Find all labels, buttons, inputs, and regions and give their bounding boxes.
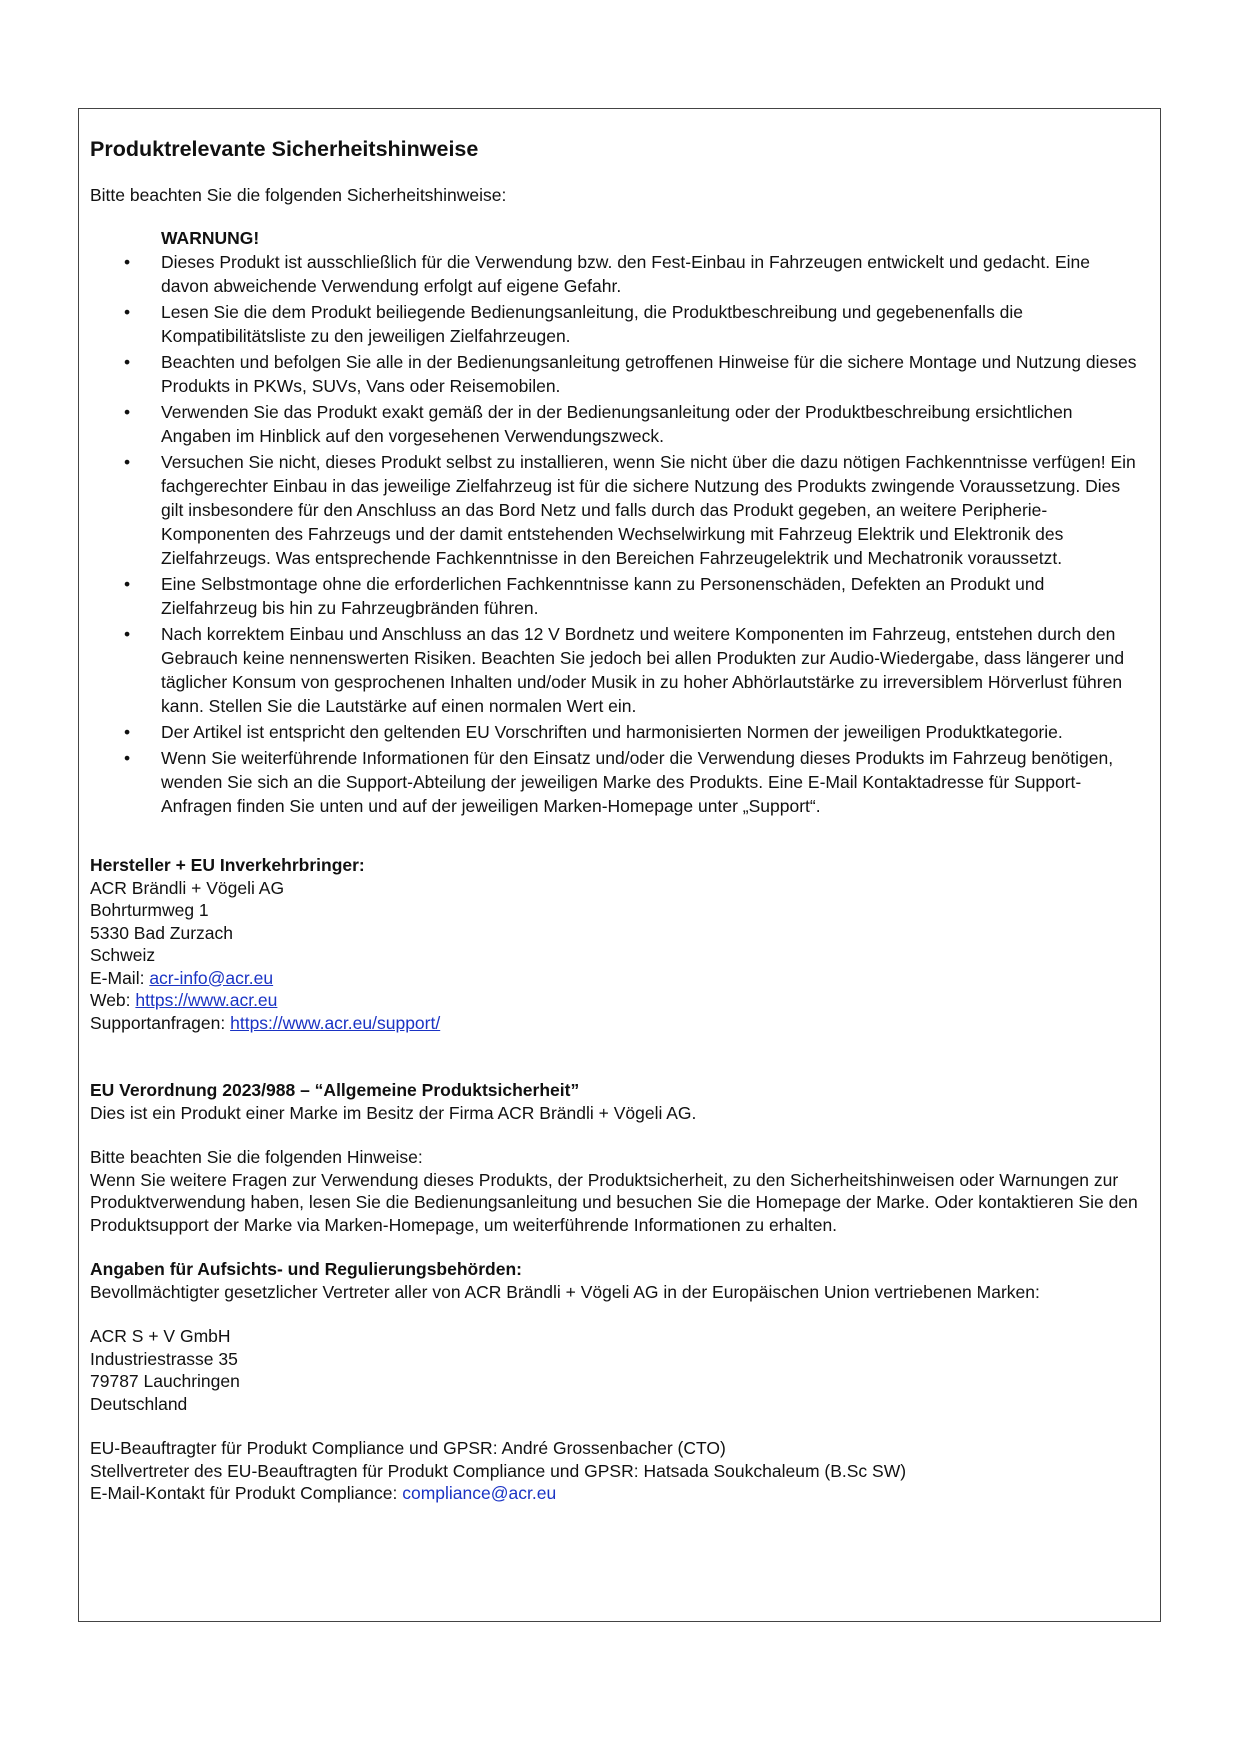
list-item: • Wenn Sie weiterführende Informationen für den Einsatz und/oder die Verwendung dieses Produkts im Fahrzeug benötigen, wenden Sie sich an die Support-Abteilung der jeweiligen Marke des Produkts. Eine E-Mail Kontaktadresse für Support-Anfragen finden Sie unten und auf der jeweiligen Marken-Homepage unter „Support“. [124,748,1114,816]
compliance-officer: EU-Beauftragter für Produkt Compliance und GPSR: André Grossenbacher (CTO) [90,1438,726,1458]
manufacturer-heading: Hersteller + EU Inverkehrbringer: [90,855,365,875]
representative-city: 79787 Lauchringen [90,1371,240,1391]
intro-text: Bitte beachten Sie die folgenden Sicherheitshinweise: [90,185,507,205]
manufacturer-city: 5330 Bad Zurzach [90,922,234,943]
bullet-icon: • [124,252,131,272]
manufacturer-block [90,854,1140,1034]
representative-street: Industriestrasse 35 [90,1348,238,1369]
regulation-heading: EU Verordnung 2023/988 – “Allgemeine Produktsicherheit” [90,1080,580,1100]
list-item: • Der Artikel ist entspricht den geltenden EU Vorschriften und harmonisierten Normen der jeweiligen Produktkategorie. [124,722,1063,742]
authorities-heading: Angaben für Aufsichts- und Regulierungsbehörden: [90,1259,522,1279]
manufacturer-support-link[interactable]: https://www.acr.eu/support/ [230,1012,441,1033]
bullet-icon: • [124,352,131,372]
list-item: • Eine Selbstmontage ohne die erforderlichen Fachkenntnisse kann zu Personenschäden, Defekten an Produkt und Zielfahrzeug bis hin zu Fahrzeugbränden führen. [124,574,1045,618]
warning-label: WARNUNG! [161,228,260,248]
safety-list [90,250,1140,818]
list-item: • Dieses Produkt ist ausschließlich für die Verwendung bzw. den Fest-Einbau in Fahrzeugen entwickelt und gedacht. Eine davon abweichende Verwendung erfolgt auf eigene Gefahr. [124,252,1090,296]
regulation-text: Dies ist ein Produkt einer Marke im Besitz der Firma ACR Brändli + Vögeli AG. [90,1102,697,1123]
bullet-icon: • [124,402,131,422]
compliance-email-row: E-Mail-Kontakt für Produkt Compliance: compliance@acr.eu [90,1483,557,1503]
regulation-block [90,1079,1140,1236]
regulation-notes-text: Wenn Sie weitere Fragen zur Verwendung dieses Produkts, der Produktsicherheit, zu den Sicherheitshinweisen oder Warnungen zur Produktverwendung haben, lesen Sie die Bedienungsanleitung und besuchen Sie die Homepage der Marke. Oder kontaktieren Sie den Produktsupport der Marke via Marken-Homepage, um weiterführende Informationen zu erhalten. [90,1169,1138,1235]
representative-company: ACR S + V GmbH [90,1326,231,1346]
regulation-notes-heading: Bitte beachten Sie die folgenden Hinweise: [90,1147,423,1167]
manufacturer-street: Bohrturmweg 1 [90,900,209,920]
manufacturer-web-link[interactable]: https://www.acr.eu [135,990,278,1010]
document-content [90,130,1140,1505]
compliance-email-link[interactable]: compliance@acr.eu [402,1483,557,1503]
manufacturer-support-row: Supportanfragen: https://www.acr.eu/support/ [90,1012,441,1033]
bullet-icon: • [124,722,131,742]
compliance-deputy: Stellvertreter des EU-Beauftragten für Produkt Compliance und GPSR: Hatsada Soukchaleum (B.Sc SW) [90,1460,907,1481]
authorities-block [90,1258,1140,1505]
representative-country: Deutschland [90,1393,188,1414]
bullet-icon: • [124,452,131,472]
manufacturer-email-link[interactable]: acr-info@acr.eu [149,967,274,988]
bullet-icon: • [124,302,131,322]
manufacturer-company: ACR Brändli + Vögeli AG [90,877,285,898]
list-item: • Versuchen Sie nicht, dieses Produkt selbst zu installieren, wenn Sie nicht über die dazu nötigen Fachkenntnisse verfügen! Ein fachgerechter Einbau in das jeweilige Zielfahrzeug ist für die sichere Nutzung des Produkts zwingende Voraussetzung. Dies gilt insbesondere für den Anschluss an das Bord Netz und falls durch das Produkt gegeben, an weitere Peripherie-Komponenten des Fahrzeugs und der damit entstehenden Wechselwirkung mit Fahrzeug Elektrik und Elektronik des Zielfahrzeugs. Was entsprechende Fachkenntnisse in den Bereichen Fahrzeugelektrik und Mechatronik voraussetzt. [124,452,1136,568]
list-item: • Nach korrektem Einbau und Anschluss an das 12 V Bordnetz und weitere Komponenten im Fahrzeug, entstehen durch den Gebrauch keine nennenswerten Risiken. Beachten Sie jedoch bei allen Produkten zur Audio-Wiedergabe, dass längerer und täglicher Konsum von gesprochenen Inhalten und/oder Musik in zu hoher Abhörlautstärke zu irreversiblem Hörverlust führen kann. Stellen Sie die Lautstärke auf einen normalen Wert ein. [124,624,1125,716]
manufacturer-country: Schweiz [90,945,156,965]
manufacturer-email-row: E-Mail: acr-info@acr.eu [90,967,274,988]
bullet-icon: • [124,748,131,768]
list-item: • Lesen Sie die dem Produkt beiliegende Bedienungsanleitung, die Produktbeschreibung und gegebenenfalls die Kompatibilitätsliste zu den jeweiligen Zielfahrzeugen. [124,302,1024,346]
bullet-icon: • [124,624,131,644]
manufacturer-web-row: Web: https://www.acr.eu [90,990,278,1010]
authorities-text: Bevollmächtigter gesetzlicher Vertreter aller von ACR Brändli + Vögeli AG in der Europäischen Union vertriebenen Marken: [90,1281,1040,1302]
bullet-icon: • [124,574,131,594]
list-item: • Verwenden Sie das Produkt exakt gemäß der in der Bedienungsanleitung oder der Produktbeschreibung ersichtlichen Angaben im Hinblick auf den vorgesehenen Verwendungszweck. [124,402,1073,446]
list-item: • Beachten und befolgen Sie alle in der Bedienungsanleitung getroffenen Hinweise für die sichere Montage und Nutzung dieses Produkts in PKWs, SUVs, Vans oder Reisemobilen. [124,352,1137,396]
page-title: Produktrelevante Sicherheitshinweise [90,137,479,161]
